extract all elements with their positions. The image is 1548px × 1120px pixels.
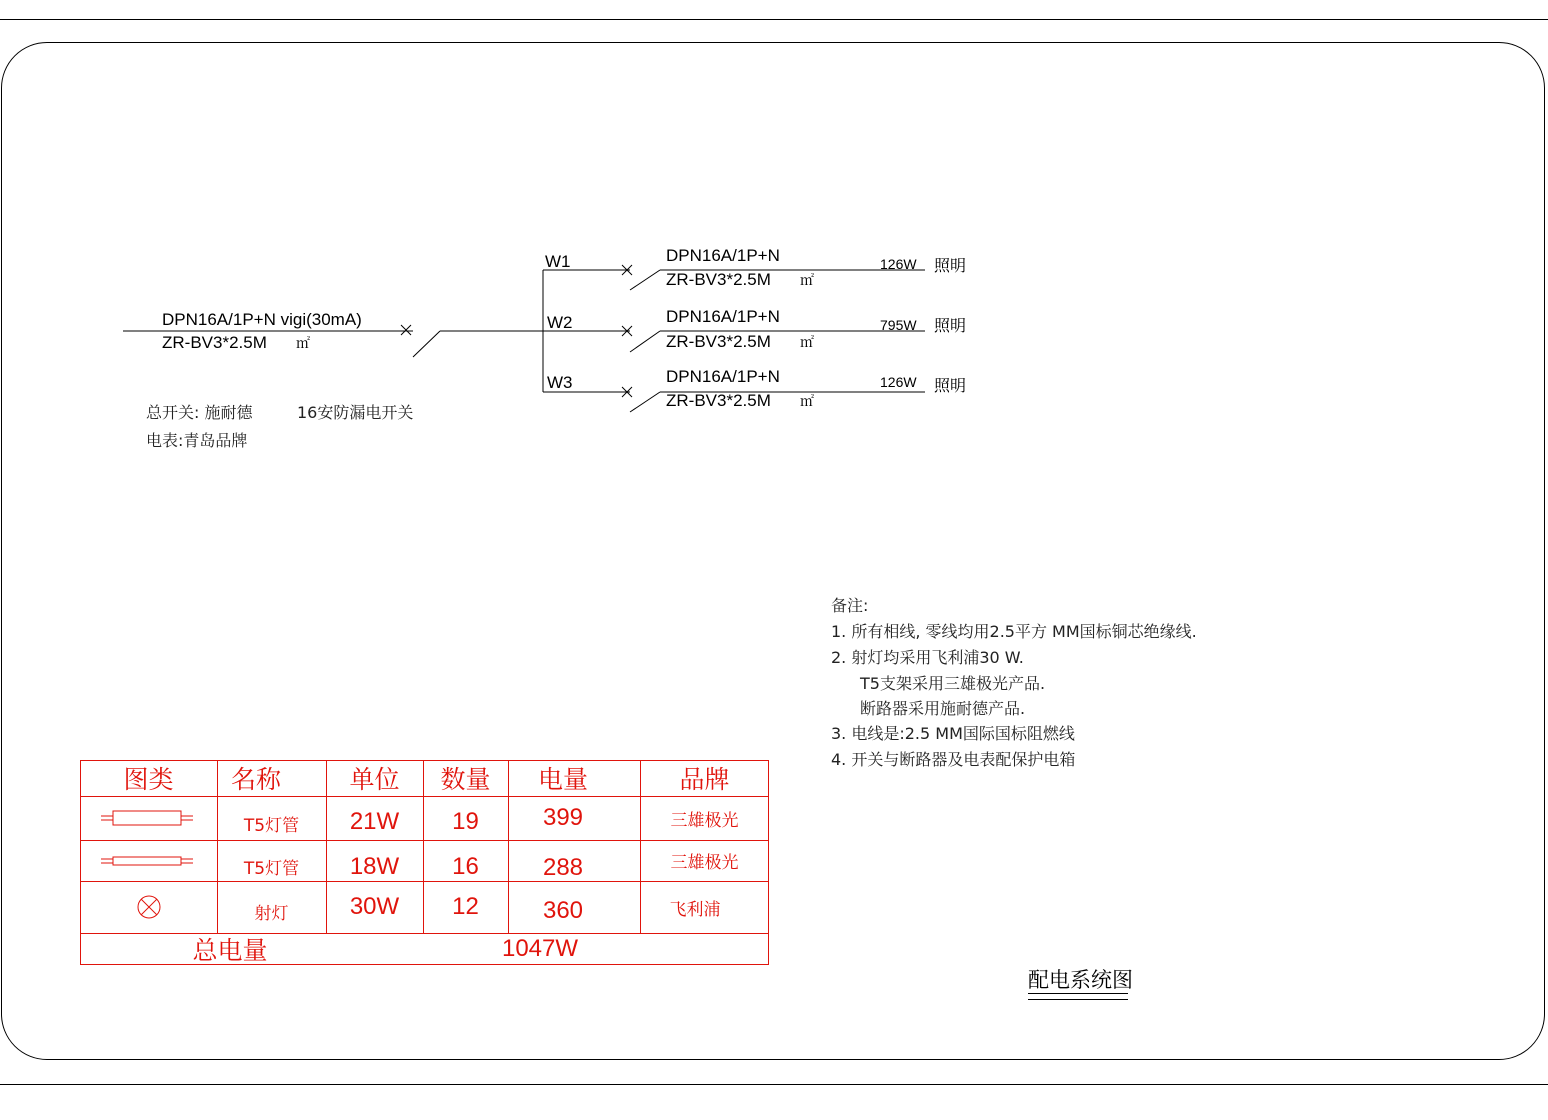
spotlight-icon <box>80 881 217 933</box>
row2-qty: 16 <box>452 852 479 880</box>
total-value: 1047W <box>501 935 579 962</box>
main-breaker-spec: DPN16A/1P+N vigi(30mA) <box>162 310 362 329</box>
main-switch-blade <box>413 331 440 357</box>
remark-line-3: T5支架采用三雄极光产品. <box>860 674 1046 693</box>
circuit-load-w3: 126W <box>880 374 917 390</box>
main-switch-label: 总开关: 施耐德 <box>146 403 253 422</box>
header-symbol: 图类 <box>123 765 174 794</box>
header-name: 名称 <box>231 765 282 794</box>
circuit-breaker-w3: DPN16A/1P+N <box>666 367 780 386</box>
row1-brand: 三雄极光 <box>670 810 739 831</box>
circuit-load-w1: 126W <box>880 256 917 272</box>
remark-line-1: 1. 所有相线, 零线均用2.5平方 MM国标铜芯绝缘线. <box>831 622 1197 641</box>
remark-line-4: 断路器采用施耐德产品. <box>860 699 1026 718</box>
circuit-use-w3: 照明 <box>934 376 967 395</box>
row2-brand: 三雄极光 <box>670 853 739 873</box>
remark-line-2: 2. 射灯均采用飞利浦30 W. <box>831 648 1024 667</box>
circuit-cable-w2: ZR-BV3*2.5M <box>666 332 771 351</box>
circuit-breaker-w1: DPN16A/1P+N <box>666 246 780 265</box>
circuit-id-w2: W2 <box>547 313 573 332</box>
main-switch-value: 16安防漏电开关 <box>297 403 414 422</box>
circuit-load-w2: 795W <box>880 317 917 333</box>
circuit-cable-w3: ZR-BV3*2.5M <box>666 391 771 410</box>
header-power: 电量 <box>537 765 588 794</box>
row2-unit: 18W <box>349 852 400 880</box>
circuit-cable-w1: ZR-BV3*2.5M <box>666 270 771 289</box>
circuit-unit-w2: ㎡ <box>800 334 814 350</box>
row1-qty: 19 <box>452 808 479 835</box>
circuit-id-w3: W3 <box>547 373 573 392</box>
row2-power: 288 <box>542 853 584 881</box>
meter-note: 电表:青岛品牌 <box>146 431 248 450</box>
remarks-title: 备注: <box>831 596 869 615</box>
main-cable-unit: ㎡ <box>296 335 310 351</box>
row1-power: 399 <box>542 804 584 831</box>
row1-unit: 21W <box>349 808 400 835</box>
row3-unit: 30W <box>349 893 400 920</box>
drawing-title-text: 配电系统图 <box>1028 968 1133 992</box>
remark-line-5: 3. 电线是:2.5 MM国际国标阻燃线 <box>831 724 1075 743</box>
circuit-id-w1: W1 <box>545 252 571 271</box>
header-unit: 单位 <box>349 765 400 794</box>
row3-qty: 12 <box>452 893 479 920</box>
main-cable-spec: ZR-BV3*2.5M <box>162 333 267 352</box>
row3-name: 射灯 <box>254 903 289 924</box>
total-label: 总电量 <box>192 936 268 965</box>
circuit-use-w1: 照明 <box>934 256 967 275</box>
circuit-unit-w1: ㎡ <box>800 272 814 288</box>
header-qty: 数量 <box>440 765 491 794</box>
t5-tube-short-icon <box>80 840 217 881</box>
circuit-unit-w3: ㎡ <box>800 393 814 409</box>
remark-line-6: 4. 开关与断路器及电表配保护电箱 <box>831 750 1076 769</box>
circuit-breaker-w2: DPN16A/1P+N <box>666 307 780 326</box>
equipment-table <box>80 760 769 965</box>
row2-name: T5灯管 <box>243 859 300 879</box>
header-brand: 品牌 <box>679 765 730 794</box>
row3-power: 360 <box>542 897 584 924</box>
row3-brand: 飞利浦 <box>669 899 721 920</box>
row1-name: T5灯管 <box>243 815 300 836</box>
drawing-title <box>1028 964 1133 994</box>
t5-tube-long-icon <box>80 796 217 840</box>
circuit-use-w2: 照明 <box>934 316 967 335</box>
